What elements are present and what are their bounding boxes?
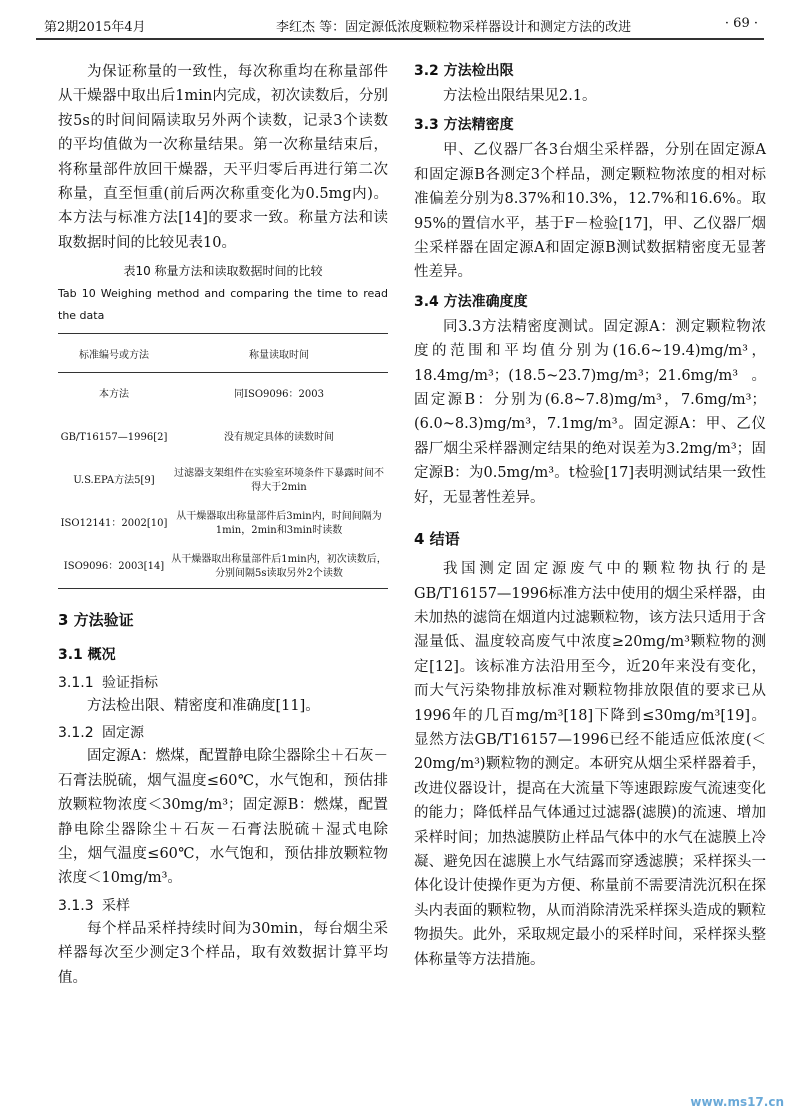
paragraph: 方法检出限结果见2.1。 [443, 88, 597, 104]
table-row [58, 545, 388, 589]
right-column [414, 60, 766, 972]
table-cell: U.S.EPA方法5[9] [73, 474, 155, 486]
table-cell: 没有规定具体的读数时间 [224, 431, 334, 443]
table-row [58, 459, 388, 502]
subsubsection-heading [58, 672, 388, 692]
paragraph: 方法检出限、精密度和准确度[11]。 [87, 698, 320, 714]
paragraph: 每个样品采样持续时间为30min，每台烟尘采样器每次至少测定3个样品，取有效数据计算平均值。 [58, 920, 388, 986]
section-heading: 3 方法验证 [58, 611, 134, 629]
table-cell: 从干燥器取出称量部件后1min内，初次读数后，分别间隔5s读取另外2个读数 [170, 545, 388, 589]
table-cell: GB/T16157—1996[2] [60, 431, 168, 443]
heading-text: 验证指标 [102, 675, 158, 691]
heading-text: 固定源 [102, 725, 144, 742]
table-cell: 过滤器支架组件在实验室环境条件下暴露时间不得大于2min [174, 467, 384, 493]
heading-number: 3.1.3 [58, 897, 94, 914]
table-cell: ISO12141：2002[10] [60, 517, 168, 529]
table-row [58, 416, 388, 459]
table-caption-en: Tab 10 Weighing method and comparing the time to read the data [58, 287, 388, 322]
table-caption-zh: 表10 称量方法和读取数据时间的比较 [123, 264, 323, 278]
subsection-heading: 3.1 概况 [58, 647, 116, 663]
watermark: www.ms17.cn [690, 1095, 784, 1109]
subsection-heading: 3.4 方法准确度度 [414, 293, 528, 310]
running-header [36, 12, 764, 40]
issue-date: 第2期2015年4月 [44, 20, 146, 35]
table-row [58, 373, 388, 417]
table-cell: 本方法 [99, 388, 129, 400]
table-row [58, 502, 388, 545]
table-header-row [58, 334, 388, 373]
paragraph: 固定源A：燃煤，配置静电除尘器除尘＋石灰－石膏法脱硫，烟气温度≤60℃，水气饱和，预估排放颗粒物浓度＜30mg/m³；固定源B：燃煤，配置静电除尘器除尘＋石灰－石膏法脱硫＋湿式电除尘，烟气温度≤60℃，水气饱和，预估排放颗粒物浓度＜10mg/m³。 [58, 748, 388, 887]
comparison-table [58, 333, 388, 589]
left-column [58, 60, 388, 990]
heading-number: 3.1.2 [58, 725, 94, 742]
subsection-heading: 3.2 方法检出限 [414, 63, 514, 79]
page-number: · 69 · [724, 16, 758, 31]
heading-text: 采样 [102, 897, 130, 914]
paragraph: 甲、乙仪器厂各3台烟尘采样器，分别在固定源A和固定源B各测定3个样品，测定颗粒物浓度的相对标准偏差分别为8.37%和10.3%，12.7%和16.6%。取95%的置信水平，基于F－检验[17]，甲、乙仪器厂烟尘采样器在固定源A和固定源B测试数据精密度无显著性差异。 [414, 142, 766, 281]
paragraph: 我国测定固定源废气中的颗粒物执行的是GB/T16157—1996标准方法中使用的烟尘采样器，由未加热的滤筒在烟道内过滤颗粒物，该方法只适用于含湿量低、温度较高废气中浓度≥20mg/m³颗粒物的测定[12]。该标准方法沿用至今，近20年来没有变化，而大气污染物排放标准对颗粒物排放限值的要求已从1996年的几百mg/m³[18]下降到≤30mg/m³[19]。显然方法GB/T16157—1996已经不能适应低浓度(＜20mg/m³)颗粒物的测定。本研究从烟尘采样器着手，改进仪器设计，提高在大流量下等速跟踪废气流速变化的能力；降低样品气体通过过滤器(滤膜)的流速、增加采样时间；加热滤膜防止样品气体中的水气在滤膜上冷凝、避免因在滤膜上水气结露而穿透滤膜；采样探头一体化设计使操作更为方便、称量前不需要清洗沉积在探头内表面的颗粒物，从而消除清洗采样探头造成的颗粒物损失。此外，采取规定最小的采样时间，采样探头整体称量等方法措施。 [414, 561, 766, 968]
heading-number: 3.1.1 [58, 675, 94, 691]
table-cell: 从干燥器取出称量部件后3min内，时间间隔为1min，2min和3min时读数 [176, 510, 382, 536]
subsubsection-heading [58, 895, 388, 915]
subsection-heading: 3.3 方法精密度 [414, 117, 514, 134]
running-title: 李红杰 等：固定源低浓度颗粒物采样器设计和测定方法的改进 [276, 20, 632, 35]
subsubsection-heading [58, 722, 388, 742]
table-cell: ISO9096：2003[14] [58, 545, 170, 589]
table-cell: 同ISO9096：2003 [234, 388, 324, 400]
paragraph: 同3.3方法精密度测试。固定源A：测定颗粒物浓度的范围和平均值分别为(16.6~19.4)mg/m³，18.4mg/m³；(18.5~23.7)mg/m³；21.6mg/m³。固定源B：分别为(6.8~7.8)mg/m³，7.6mg/m³；(6.0~8.3)mg/m³，7.1mg/m³。固定源A：甲、乙仪器厂烟尘采样器测定结果的绝对误差为3.2mg/m³；固定源B：为0.5mg/m³。t检验[17]表明测试结果一致性好，无显著性差异。 [414, 318, 766, 506]
table-header-cell: 称量读取时间 [170, 334, 388, 373]
paragraph: 为保证称量的一致性，每次称重均在称量部件从干燥器中取出后1min内完成，初次读数后，分别按5s的时间间隔读取另外两个读数，记录3个读数的平均值做为一次称量结果。第一次称量结束后，将称量部件放回干燥器，天平归零后再进行第二次称量，直至恒重(前后两次称重变化为0.5mg内)。本方法与标准方法[14]的要求一致。称量方法和读取数据时间的比较见表10。 [58, 64, 388, 251]
section-heading: 4 结语 [414, 530, 460, 549]
table-header-cell: 标准编号或方法 [58, 334, 170, 373]
